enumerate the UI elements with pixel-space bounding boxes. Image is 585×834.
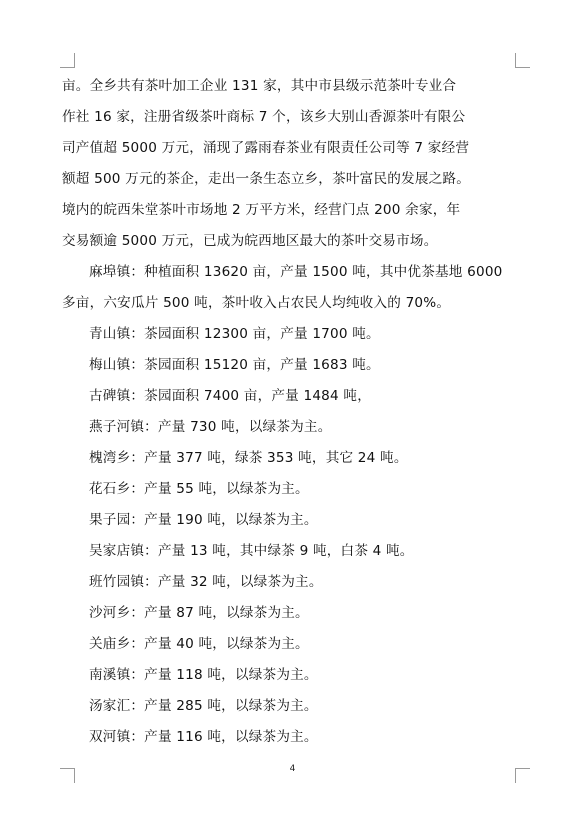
text-line: 吴家店镇：产量 13 吨，其中绿茶 9 吨，白茶 4 吨。 — [89, 543, 414, 559]
text-line: 关庙乡：产量 40 吨，以绿茶为主。 — [89, 636, 309, 652]
text-line: 古碑镇：茶园面积 7400 亩，产量 1484 吨， — [89, 388, 371, 404]
text-line: 交易额逾 5000 万元，已成为皖西地区最大的茶叶交易市场。 — [62, 233, 438, 249]
text-line: 梅山镇：茶园面积 15120 亩，产量 1683 吨。 — [89, 357, 380, 373]
text-line: 司产值超 5000 万元，涌现了露雨春茶业有限责任公司等 7 家经营 — [62, 140, 470, 156]
text-line: 亩。全乡共有茶叶加工企业 131 家，其中市县级示范茶叶专业合 — [62, 78, 457, 94]
text-line: 双河镇：产量 116 吨，以绿茶为主。 — [89, 729, 318, 745]
text-line: 青山镇：茶园面积 12300 亩，产量 1700 吨。 — [89, 326, 380, 342]
text-line: 沙河乡：产量 87 吨，以绿茶为主。 — [89, 605, 309, 621]
text-line: 境内的皖西朱堂茶叶市场地 2 万平方米，经营门点 200 余家，年 — [62, 202, 461, 218]
document-body — [62, 71, 524, 753]
text-line: 作社 16 家，注册省级茶叶商标 7 个，该乡大别山香源茶叶有限公 — [62, 109, 466, 125]
text-line: 槐湾乡：产量 377 吨，绿茶 353 吨，其它 24 吨。 — [89, 450, 408, 466]
page-number: 4 — [289, 764, 296, 774]
text-line: 班竹园镇：产量 32 吨，以绿茶为主。 — [89, 574, 323, 590]
text-line: 燕子河镇：产量 730 吨，以绿茶为主。 — [89, 419, 332, 435]
crop-mark-top-right — [515, 53, 530, 68]
text-line: 花石乡：产量 55 吨，以绿茶为主。 — [89, 481, 309, 497]
text-line: 麻埠镇：种植面积 13620 亩，产量 1500 吨，其中优茶基地 6000 — [89, 264, 503, 280]
text-line: 额超 500 万元的茶企，走出一条生态立乡，茶叶富民的发展之路。 — [62, 171, 471, 187]
crop-mark-top-left — [60, 53, 75, 68]
text-line: 多亩，六安瓜片 500 吨，茶叶收入占农民人均纯收入的 70%。 — [62, 295, 451, 311]
text-line: 汤家汇：产量 285 吨，以绿茶为主。 — [89, 698, 318, 714]
text-line: 果子园：产量 190 吨，以绿茶为主。 — [89, 512, 318, 528]
text-line: 南溪镇：产量 118 吨，以绿茶为主。 — [89, 667, 318, 683]
